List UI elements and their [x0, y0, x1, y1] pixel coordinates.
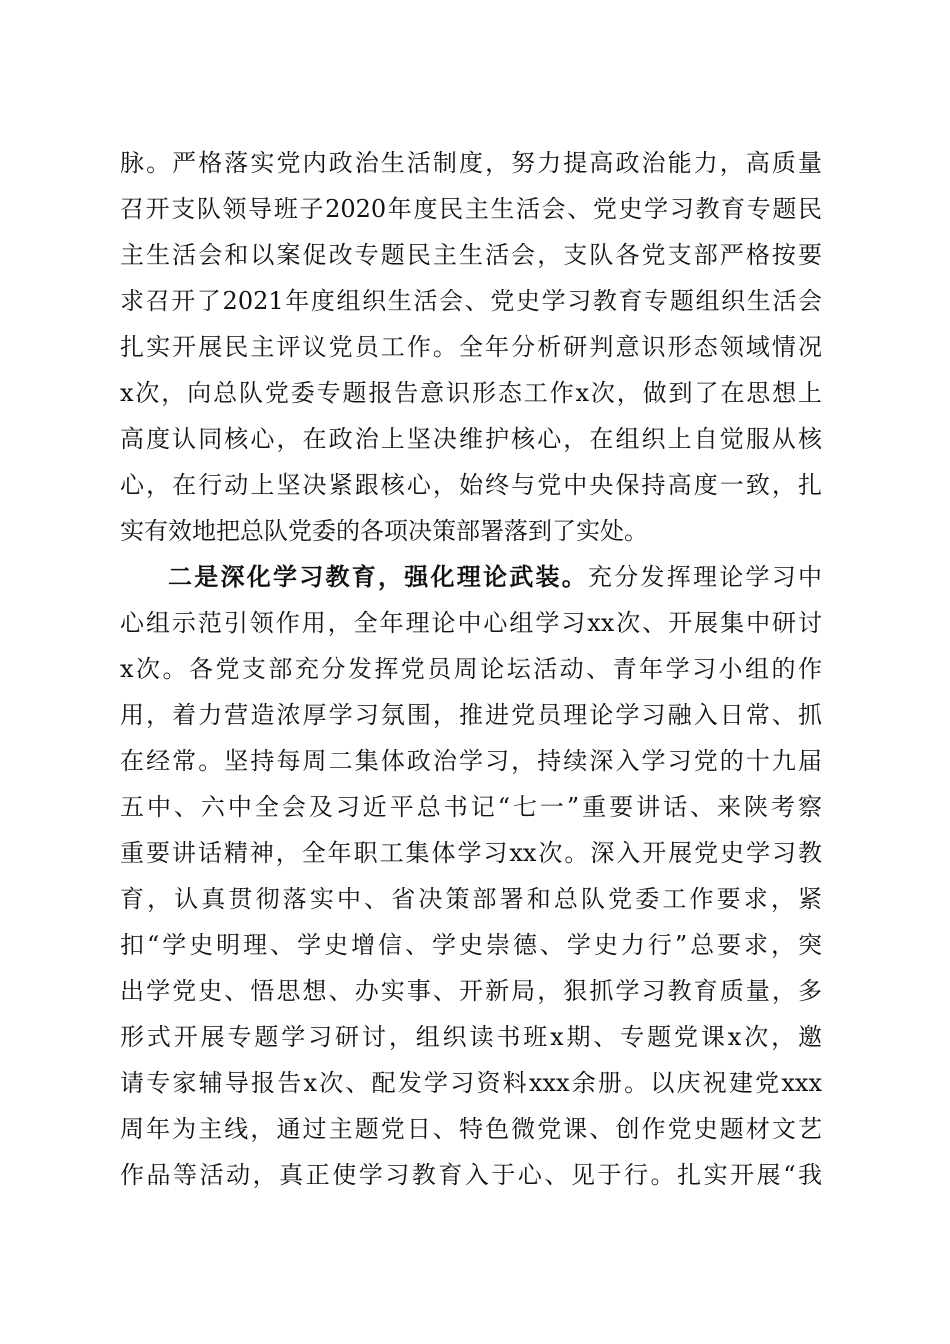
text-line: 扎实开展民主评议党员工作。全年分析研判意识形态领域情况: [120, 333, 822, 361]
text-line: 心，在行动上坚决紧跟核心，始终与党中央保持高度一致，扎: [120, 471, 822, 499]
text-line: 高度认同核心，在政治上坚决维护核心，在组织上自觉服从核: [120, 425, 822, 453]
text-run: 充分发挥理论学习中: [588, 563, 822, 591]
text-line: 作品等活动，真正使学习教育入于心、见于行。扎实开展“我: [120, 1161, 822, 1189]
text-line: 请专家辅导报告x次、配发学习资料xxx余册。以庆祝建党xxx: [120, 1069, 822, 1097]
text-line: 求召开了2021年度组织生活会、党史学习教育专题组织生活会: [120, 287, 822, 315]
text-line: 五中、六中全会及习近平总书记“七一”重要讲话、来陕考察: [120, 793, 822, 821]
text-line: 召开支队领导班子2020年度民主生活会、党史学习教育专题民: [120, 195, 822, 223]
text-line: 扣“学史明理、学史增信、学史崇德、学史力行”总要求，突: [120, 931, 822, 959]
paragraph-1: [120, 140, 822, 554]
document-body: [120, 140, 822, 1198]
text-line: 重要讲话精神，全年职工集体学习xx次。深入开展党史学习教: [120, 839, 822, 867]
text-line: 周年为主线，通过主题党日、特色微党课、创作党史题材文艺: [120, 1115, 822, 1143]
section-heading: 二是深化学习教育，强化理论武装。: [168, 562, 588, 591]
text-line: 主生活会和以案促改专题民主生活会，支队各党支部严格按要: [120, 241, 822, 269]
text-line: 育，认真贯彻落实中、省决策部署和总队党委工作要求，紧: [120, 885, 822, 913]
text-line: x次，向总队党委专题报告意识形态工作x次，做到了在思想上: [120, 379, 822, 407]
text-line: 心组示范引领作用，全年理论中心组学习xx次、开展集中研讨: [120, 609, 822, 637]
paragraph-first-line: [120, 554, 822, 600]
text-line: 出学党史、悟思想、办实事、开新局，狠抓学习教育质量，多: [120, 977, 822, 1005]
text-line: 形式开展专题学习研讨，组织读书班x期、专题党课x次，邀: [120, 1023, 822, 1051]
text-line: 用，着力营造浓厚学习氛围，推进党员理论学习融入日常、抓: [120, 701, 822, 729]
text-line: 实有效地把总队党委的各项决策部署落到了实处。: [120, 517, 648, 545]
text-line: 在经常。坚持每周二集体政治学习，持续深入学习党的十九届: [120, 747, 822, 775]
text-line: 脉。严格落实党内政治生活制度，努力提高政治能力，高质量: [120, 149, 822, 177]
paragraph-2: [120, 554, 822, 1198]
text-line: x次。各党支部充分发挥党员周论坛活动、青年学习小组的作: [120, 655, 822, 683]
